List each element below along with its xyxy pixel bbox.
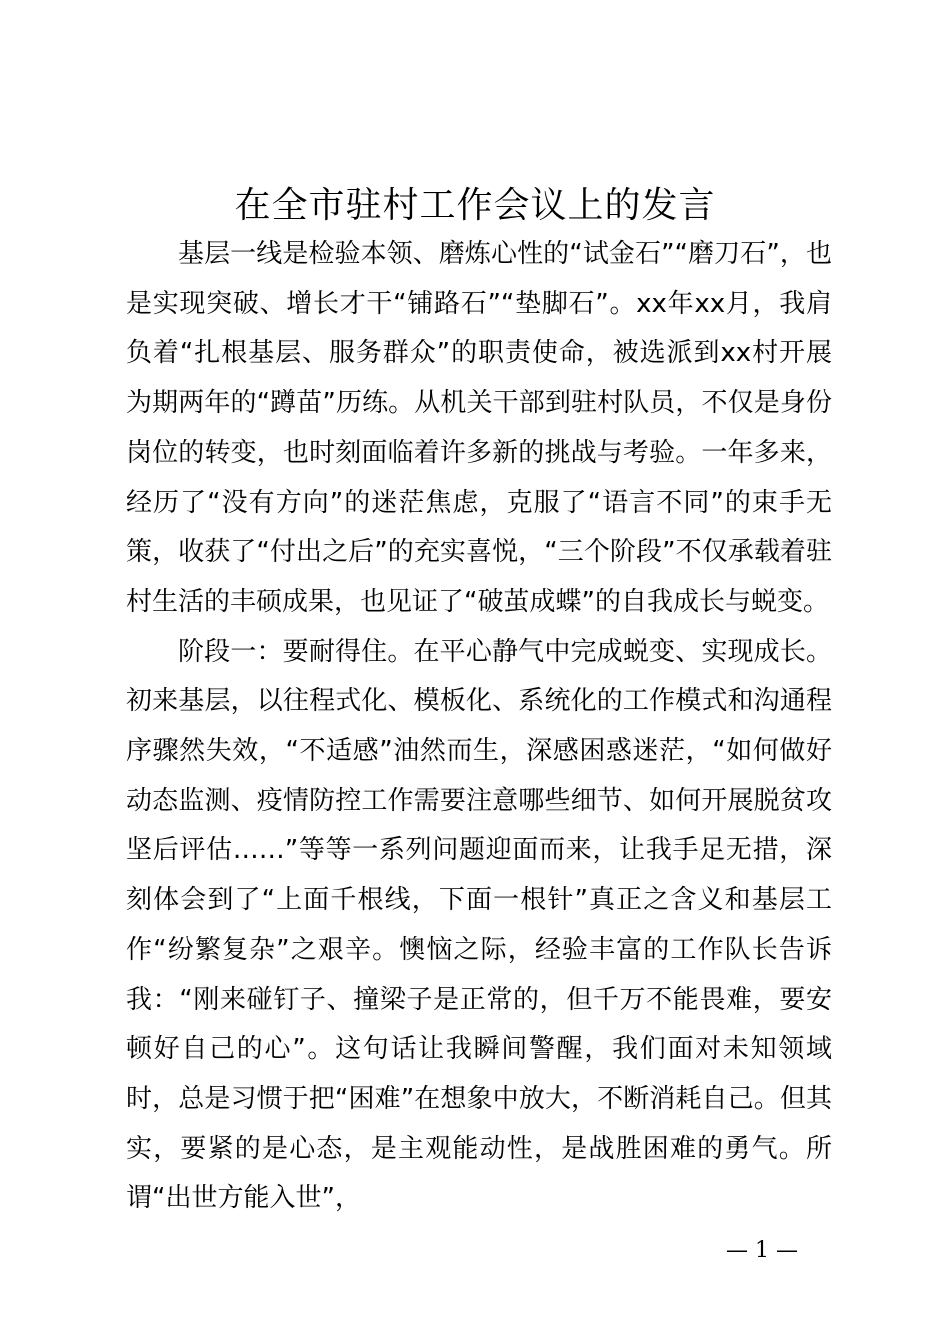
paragraph-stage-one: 阶段一：要耐得住。在平心静气中完成蜕变、实现成长。初来基层，以往程式化、模板化、系统化的工作模式和沟通程序骤然失效，“不适感”油然而生，深感困惑迷茫，“如何做好动态监测、疫情防控工作需要注意哪些细节、如何开展脱贫攻坚后评估……”等等一系列问题迎面而来，让我手足无措，深刻体会到了“上面千根线，下面一根针”真正之含义和基层工作“纷繁复杂”之艰辛。懊恼之际，经验丰富的工作队长告诉我：“刚来碰钉子、撞梁子是正常的，但千万不能畏难，要安顿好自己的心”。这句话让我瞬间警醒，我们面对未知领域时，总是习惯于把“困难”在想象中放大，不断消耗自己。但其实，要紧的是心态，是主观能动性，是战胜困难的勇气。所谓“出世方能入世”，: [126, 636, 832, 1214]
document-title: 在全市驻村工作会议上的发言: [234, 185, 716, 226]
page-number: — 1 —: [726, 1238, 798, 1263]
document-body: [126, 230, 832, 1224]
paragraph-intro: 基层一线是检验本领、磨炼心性的“试金石”“磨刀石”，也是实现突破、增长才干“铺路石”“垫脚石”。xx年xx月，我肩负着“扎根基层、服务群众”的职责使命，被选派到xx村开展为期两年的“蹲苗”历练。从机关干部到驻村队员，不仅是身份岗位的转变，也时刻面临着许多新的挑战与考验。一年多来，经历了“没有方向”的迷茫焦虑，克服了“语言不同”的束手无策，收获了“付出之后”的充实喜悦，“三个阶段”不仅承载着驻村生活的丰硕成果，也见证了“破茧成蝶”的自我成长与蜕变。: [126, 239, 832, 617]
